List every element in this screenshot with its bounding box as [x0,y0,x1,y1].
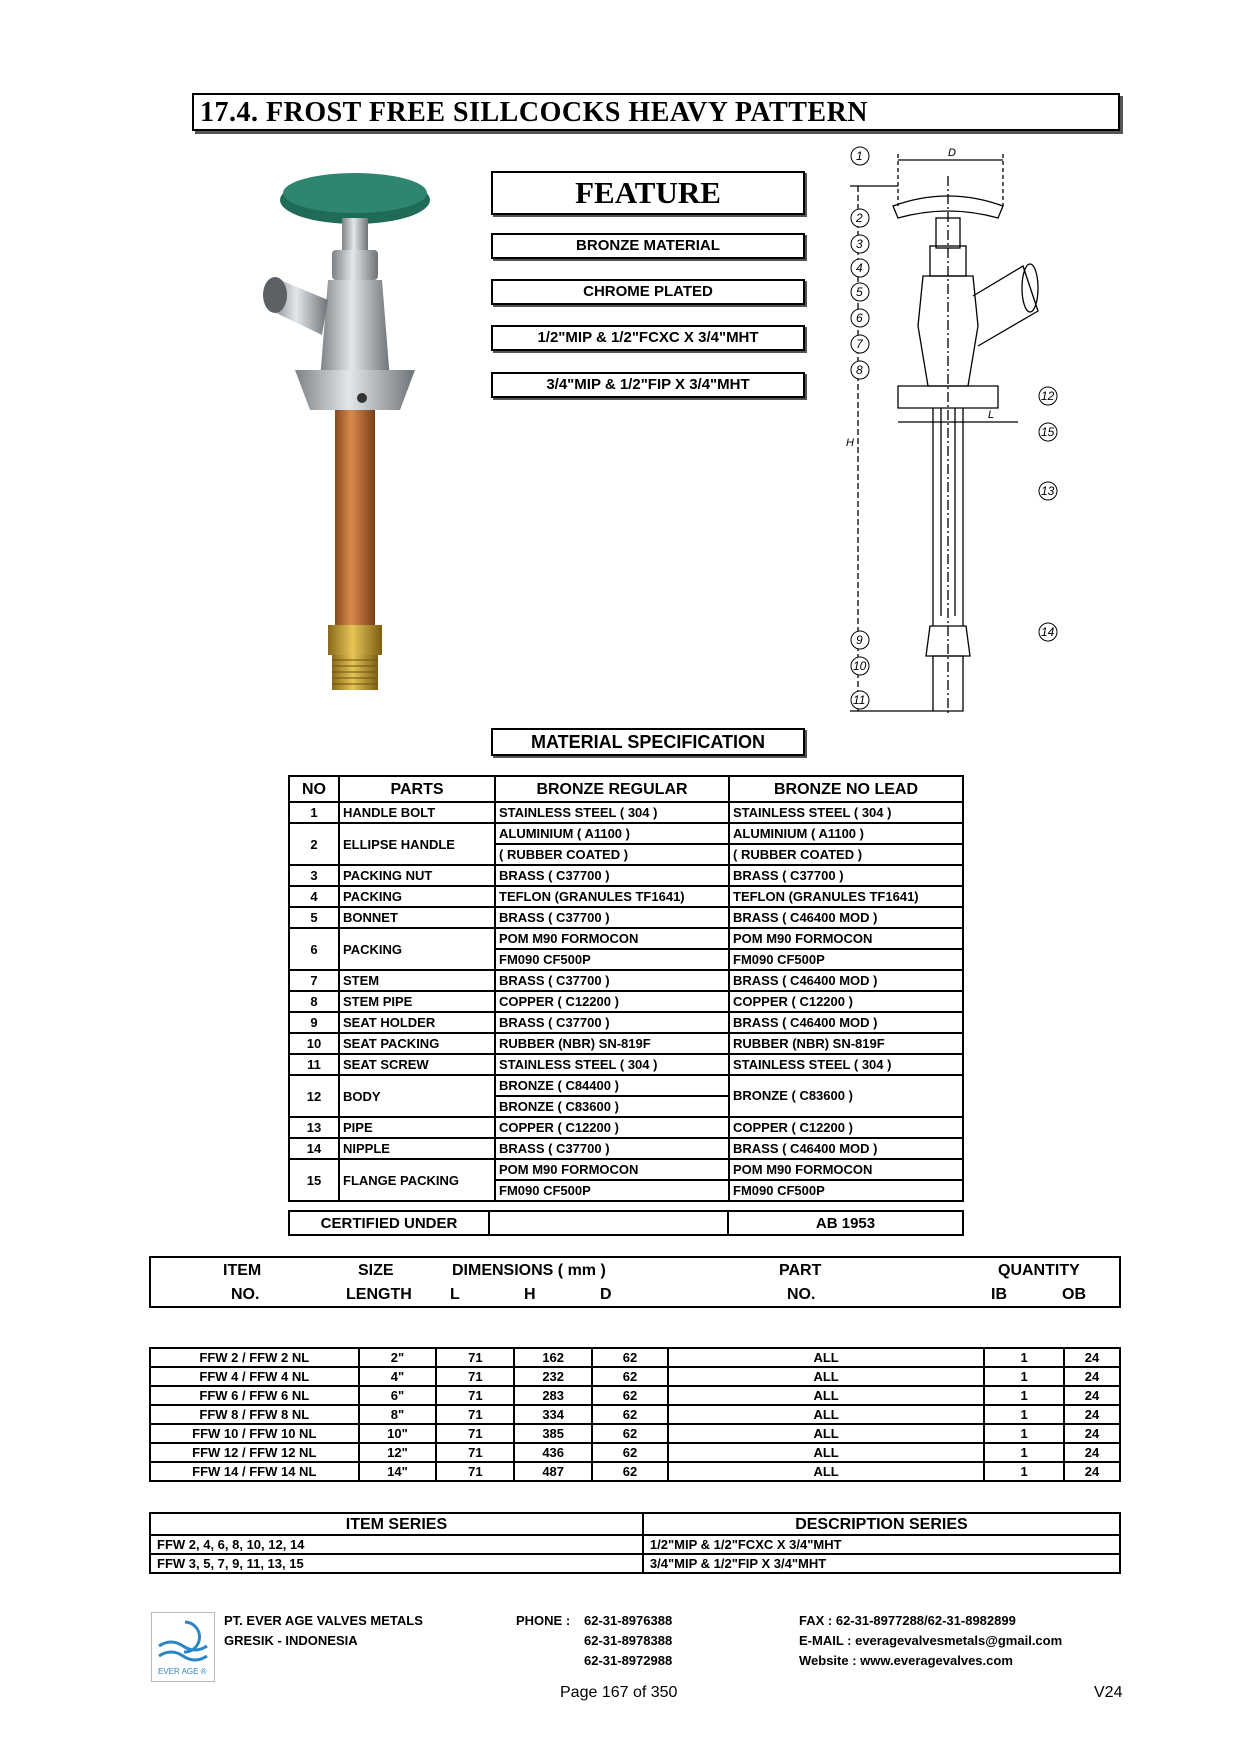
header-part-no: NO. [787,1286,816,1303]
material-row [289,991,963,1012]
item-qty-ob: 24 [1064,1386,1120,1405]
item-part-no: ALL [668,1424,984,1443]
item-row [150,1424,1120,1443]
material-value-line: BRONZE ( C84400 ) [499,1078,619,1093]
copper-pipe [335,410,375,630]
item-dim-d: 62 [592,1386,668,1405]
series-description: 1/2"MIP & 1/2"FCXC X 3/4"MHT [643,1535,1120,1554]
material-value-line: FM090 CF500P [730,948,962,969]
callout-12 [1039,387,1057,405]
header-dim-d: D [600,1286,612,1303]
callout-5 [851,283,869,301]
website-link[interactable]: Website : www.everagevalves.com [799,1653,1013,1668]
material-no: 2 [289,823,339,865]
material-bronze-no-lead [729,886,963,907]
material-bronze-no-lead [729,823,963,865]
item-part-no: ALL [668,1367,984,1386]
svg-text:4: 4 [856,261,863,275]
item-size: 8" [359,1405,437,1424]
material-value-line: BRASS ( C37700 ) [499,910,610,925]
col-header-bronze-regular: BRONZE REGULAR [495,776,729,802]
item-qty-ob: 24 [1064,1348,1120,1367]
material-no: 9 [289,1012,339,1033]
svg-text:1: 1 [856,149,863,163]
item-table [149,1347,1121,1482]
material-part: PACKING NUT [339,865,495,886]
material-spec-heading: MATERIAL SPECIFICATION [491,728,805,756]
material-bronze-regular [495,1159,729,1201]
callout-6 [851,309,869,327]
series-item: FFW 3, 5, 7, 9, 11, 13, 15 [150,1554,643,1573]
svg-text:8: 8 [856,363,863,377]
material-part: BONNET [339,907,495,928]
header-dimensions: DIMENSIONS ( mm ) [452,1262,606,1279]
phone-number: 62-31-8972988 [584,1653,673,1668]
svg-text:14: 14 [1041,625,1055,639]
item-size: 10" [359,1424,437,1443]
material-part: ELLIPSE HANDLE [339,823,495,865]
contact-block [799,1611,1062,1671]
callout-13 [1039,482,1057,500]
item-part-no: ALL [668,1462,984,1481]
material-row [289,1054,963,1075]
material-bronze-no-lead [729,991,963,1012]
item-row [150,1405,1120,1424]
material-bronze-regular [495,1075,729,1117]
material-bronze-regular [495,823,729,865]
email-address[interactable]: E-MAIL : everagevalvesmetals@gmail.com [799,1633,1063,1648]
material-bronze-no-lead [729,1075,963,1117]
material-no: 13 [289,1117,339,1138]
material-value-line: RUBBER (NBR) SN-819F [733,1036,885,1051]
header-qty-ib: IB [991,1286,1007,1303]
svg-text:9: 9 [856,633,863,647]
item-dim-h: 283 [514,1386,592,1405]
svg-text:10: 10 [853,659,867,673]
item-part-no: ALL [668,1386,984,1405]
callout-1 [851,147,869,165]
valve-body [320,280,390,380]
material-row [289,1012,963,1033]
material-no: 4 [289,886,339,907]
item-size: 4" [359,1367,437,1386]
feature-item: 1/2"MIP & 1/2"FCXC X 3/4"MHT [491,325,805,351]
material-part: SEAT SCREW [339,1054,495,1075]
material-no: 12 [289,1075,339,1117]
series-row [150,1554,1120,1573]
series-item: FFW 2, 4, 6, 8, 10, 12, 14 [150,1535,643,1554]
svg-text:13: 13 [1041,484,1055,498]
material-row [289,886,963,907]
material-row [289,907,963,928]
material-value-line: STAINLESS STEEL ( 304 ) [499,805,658,820]
svg-text:7: 7 [856,337,863,351]
material-row [289,802,963,823]
material-part: BODY [339,1075,495,1117]
material-value-line: FM090 CF500P [496,948,728,969]
item-part-no: ALL [668,1348,984,1367]
item-qty-ob: 24 [1064,1405,1120,1424]
col-header-bronze-no-lead: BRONZE NO LEAD [729,776,963,802]
feature-item: 3/4"MIP & 1/2"FIP X 3/4"MHT [491,372,805,398]
material-row [289,970,963,991]
item-dim-l: 71 [436,1348,514,1367]
material-part: STEM [339,970,495,991]
header-quantity: QUANTITY [998,1262,1080,1279]
dim-d-label: D [948,147,956,159]
technical-drawing [838,146,1078,726]
item-qty-ib: 1 [984,1386,1064,1405]
material-value-line: BRONZE ( C83600 ) [496,1095,728,1116]
material-part: HANDLE BOLT [339,802,495,823]
material-bronze-regular [495,1054,729,1075]
material-row [289,865,963,886]
material-bronze-no-lead [729,928,963,970]
callout-7 [851,335,869,353]
material-value-line: STAINLESS STEEL ( 304 ) [499,1057,658,1072]
material-bronze-no-lead [729,1012,963,1033]
header-dim-l: L [450,1286,460,1303]
item-dim-h: 487 [514,1462,592,1481]
material-bronze-regular [495,865,729,886]
header-size: SIZE [358,1262,394,1279]
series-row [150,1535,1120,1554]
material-bronze-no-lead [729,1117,963,1138]
item-dim-l: 71 [436,1462,514,1481]
header-item-series: ITEM SERIES [150,1513,643,1535]
material-row [289,823,963,865]
material-part: SEAT PACKING [339,1033,495,1054]
material-no: 6 [289,928,339,970]
svg-text:3: 3 [856,237,863,251]
material-value-line: BRASS ( C37700 ) [499,1015,610,1030]
material-value-line: BRONZE ( C83600 ) [733,1088,853,1103]
callout-8 [851,361,869,379]
material-bronze-no-lead [729,802,963,823]
material-no: 7 [289,970,339,991]
material-bronze-regular [495,928,729,970]
item-qty-ob: 24 [1064,1424,1120,1443]
item-qty-ib: 1 [984,1462,1064,1481]
material-row [289,928,963,970]
item-qty-ib: 1 [984,1348,1064,1367]
material-value-line: ( RUBBER COATED ) [730,843,962,864]
item-row [150,1348,1120,1367]
material-value-line: FM090 CF500P [730,1179,962,1200]
callout-2 [851,209,869,227]
item-dim-d: 62 [592,1443,668,1462]
item-size: 12" [359,1443,437,1462]
callout-10 [851,657,869,675]
certified-label: CERTIFIED UNDER [289,1211,489,1235]
item-dim-d: 62 [592,1424,668,1443]
material-no: 15 [289,1159,339,1201]
item-dim-h: 436 [514,1443,592,1462]
phone-list [584,1611,672,1671]
brass-nipple [328,625,382,655]
callout-4 [851,259,869,277]
feature-heading: FEATURE [491,171,805,215]
material-value-line: POM M90 FORMOCON [733,1162,873,1177]
svg-text:15: 15 [1041,425,1055,439]
svg-text:2: 2 [856,211,863,225]
item-dim-h: 162 [514,1348,592,1367]
material-bronze-regular [495,802,729,823]
series-table [149,1512,1121,1574]
material-value-line: STAINLESS STEEL ( 304 ) [733,805,892,820]
item-qty-ob: 24 [1064,1462,1120,1481]
header-qty-ob: OB [1062,1286,1086,1303]
material-value-line: BRASS ( C37700 ) [499,1141,610,1156]
header-item-no: NO. [231,1286,260,1303]
item-part-no: ALL [668,1443,984,1462]
material-no: 1 [289,802,339,823]
item-dim-l: 71 [436,1424,514,1443]
item-dim-l: 71 [436,1386,514,1405]
item-qty-ob: 24 [1064,1443,1120,1462]
phone-label: PHONE : [516,1613,571,1628]
callout-15 [1039,423,1057,441]
dim-l-label: L [988,409,995,421]
material-part: STEM PIPE [339,991,495,1012]
material-bronze-no-lead [729,907,963,928]
item-dim-h: 232 [514,1367,592,1386]
item-qty-ib: 1 [984,1424,1064,1443]
material-bronze-regular [495,1117,729,1138]
material-table [288,775,964,1202]
header-dim-h: H [524,1286,536,1303]
product-photo [250,160,450,695]
material-value-line: POM M90 FORMOCON [499,1162,639,1177]
item-no: FFW 12 / FFW 12 NL [150,1443,359,1462]
header-size-length: LENGTH [346,1286,412,1303]
company-logo [151,1612,215,1682]
item-size: 6" [359,1386,437,1405]
material-value-line: POM M90 FORMOCON [499,931,639,946]
item-no: FFW 8 / FFW 8 NL [150,1405,359,1424]
header-item: ITEM [223,1262,262,1279]
material-bronze-regular [495,1033,729,1054]
material-value-line: COPPER ( C12200 ) [499,1120,619,1135]
item-no: FFW 6 / FFW 6 NL [150,1386,359,1405]
col-header-parts: PARTS [339,776,495,802]
item-dim-d: 62 [592,1462,668,1481]
material-bronze-regular [495,970,729,991]
material-value-line: BRASS ( C46400 MOD ) [733,1015,878,1030]
material-value-line: ALUMINIUM ( A1100 ) [499,826,630,841]
material-bronze-regular [495,991,729,1012]
material-bronze-no-lead [729,970,963,991]
callout-9 [851,631,869,649]
material-bronze-no-lead [729,1054,963,1075]
logo-text: EVER AGE ® [158,1667,207,1676]
series-description: 3/4"MIP & 1/2"FIP X 3/4"MHT [643,1554,1120,1573]
item-no: FFW 10 / FFW 10 NL [150,1424,359,1443]
callout-14 [1039,623,1057,641]
material-value-line: POM M90 FORMOCON [733,931,873,946]
material-value-line: ( RUBBER COATED ) [496,843,728,864]
certified-middle [489,1211,728,1235]
item-qty-ob: 24 [1064,1367,1120,1386]
item-row [150,1367,1120,1386]
material-no: 10 [289,1033,339,1054]
fax-number: FAX : 62-31-8977288/62-31-8982899 [799,1613,1016,1628]
material-value-line: RUBBER (NBR) SN-819F [499,1036,651,1051]
version-label: V24 [1094,1684,1123,1701]
material-value-line: TEFLON (GRANULES TF1641) [499,889,685,904]
material-no: 8 [289,991,339,1012]
svg-text:6: 6 [856,311,863,325]
svg-text:5: 5 [856,285,863,299]
item-row [150,1462,1120,1481]
material-row [289,1033,963,1054]
material-bronze-regular [495,1138,729,1159]
item-dim-d: 62 [592,1367,668,1386]
material-bronze-no-lead [729,1138,963,1159]
item-dim-d: 62 [592,1405,668,1424]
flange [295,370,415,410]
material-value-line: BRASS ( C37700 ) [499,973,610,988]
feature-item: CHROME PLATED [491,279,805,305]
material-value-line: COPPER ( C12200 ) [733,1120,853,1135]
phone-number: 62-31-8978388 [584,1633,673,1648]
material-part: PACKING [339,928,495,970]
material-no: 3 [289,865,339,886]
material-part: FLANGE PACKING [339,1159,495,1201]
material-no: 14 [289,1138,339,1159]
dim-h-label: H [846,437,854,449]
header-part: PART [779,1262,822,1279]
feature-item: BRONZE MATERIAL [491,233,805,259]
material-row [289,1117,963,1138]
item-qty-ib: 1 [984,1405,1064,1424]
material-value-line: BRASS ( C46400 MOD ) [733,973,878,988]
material-bronze-no-lead [729,865,963,886]
page-number: Page 167 of 350 [560,1684,678,1701]
item-row [150,1443,1120,1462]
callout-11 [851,691,869,709]
item-part-no: ALL [668,1405,984,1424]
col-header-no: NO [289,776,339,802]
material-row [289,1075,963,1117]
item-no: FFW 2 / FFW 2 NL [150,1348,359,1367]
material-bronze-no-lead [729,1159,963,1201]
material-value-line: TEFLON (GRANULES TF1641) [733,889,919,904]
material-no: 11 [289,1054,339,1075]
material-part: PACKING [339,886,495,907]
svg-text:12: 12 [1041,389,1055,403]
item-dim-l: 71 [436,1405,514,1424]
material-value-line: COPPER ( C12200 ) [499,994,619,1009]
material-part: PIPE [339,1117,495,1138]
material-bronze-regular [495,886,729,907]
item-table-header [149,1256,1121,1308]
svg-text:11: 11 [853,693,866,707]
material-value-line: BRASS ( C37700 ) [499,868,610,883]
item-dim-l: 71 [436,1367,514,1386]
material-value-line: BRASS ( C37700 ) [733,868,844,883]
item-qty-ib: 1 [984,1367,1064,1386]
company-name: PT. EVER AGE VALVES METALS [224,1613,423,1628]
phone-number: 62-31-8976388 [584,1613,673,1628]
material-value-line: ALUMINIUM ( A1100 ) [733,826,864,841]
item-dim-h: 334 [514,1405,592,1424]
certified-row [288,1210,964,1236]
material-value-line: FM090 CF500P [496,1179,728,1200]
material-value-line: BRASS ( C46400 MOD ) [733,910,878,925]
material-part: NIPPLE [339,1138,495,1159]
company-location: GRESIK - INDONESIA [224,1633,358,1648]
item-row [150,1386,1120,1405]
item-qty-ib: 1 [984,1443,1064,1462]
page-title: 17.4. FROST FREE SILLCOCKS HEAVY PATTERN [200,97,869,128]
item-no: FFW 4 / FFW 4 NL [150,1367,359,1386]
material-bronze-regular [495,1012,729,1033]
material-row [289,1138,963,1159]
material-value-line: STAINLESS STEEL ( 304 ) [733,1057,892,1072]
item-dim-d: 62 [592,1348,668,1367]
item-size: 2" [359,1348,437,1367]
callout-3 [851,235,869,253]
item-dim-h: 385 [514,1424,592,1443]
item-no: FFW 14 / FFW 14 NL [150,1462,359,1481]
material-no: 5 [289,907,339,928]
certified-value: AB 1953 [728,1211,963,1235]
item-dim-l: 71 [436,1443,514,1462]
material-bronze-regular [495,907,729,928]
material-value-line: COPPER ( C12200 ) [733,994,853,1009]
material-row [289,1159,963,1201]
footer-company-block [224,1611,423,1651]
material-value-line: BRASS ( C46400 MOD ) [733,1141,878,1156]
item-size: 14" [359,1462,437,1481]
material-bronze-no-lead [729,1033,963,1054]
header-description-series: DESCRIPTION SERIES [643,1513,1120,1535]
material-part: SEAT HOLDER [339,1012,495,1033]
